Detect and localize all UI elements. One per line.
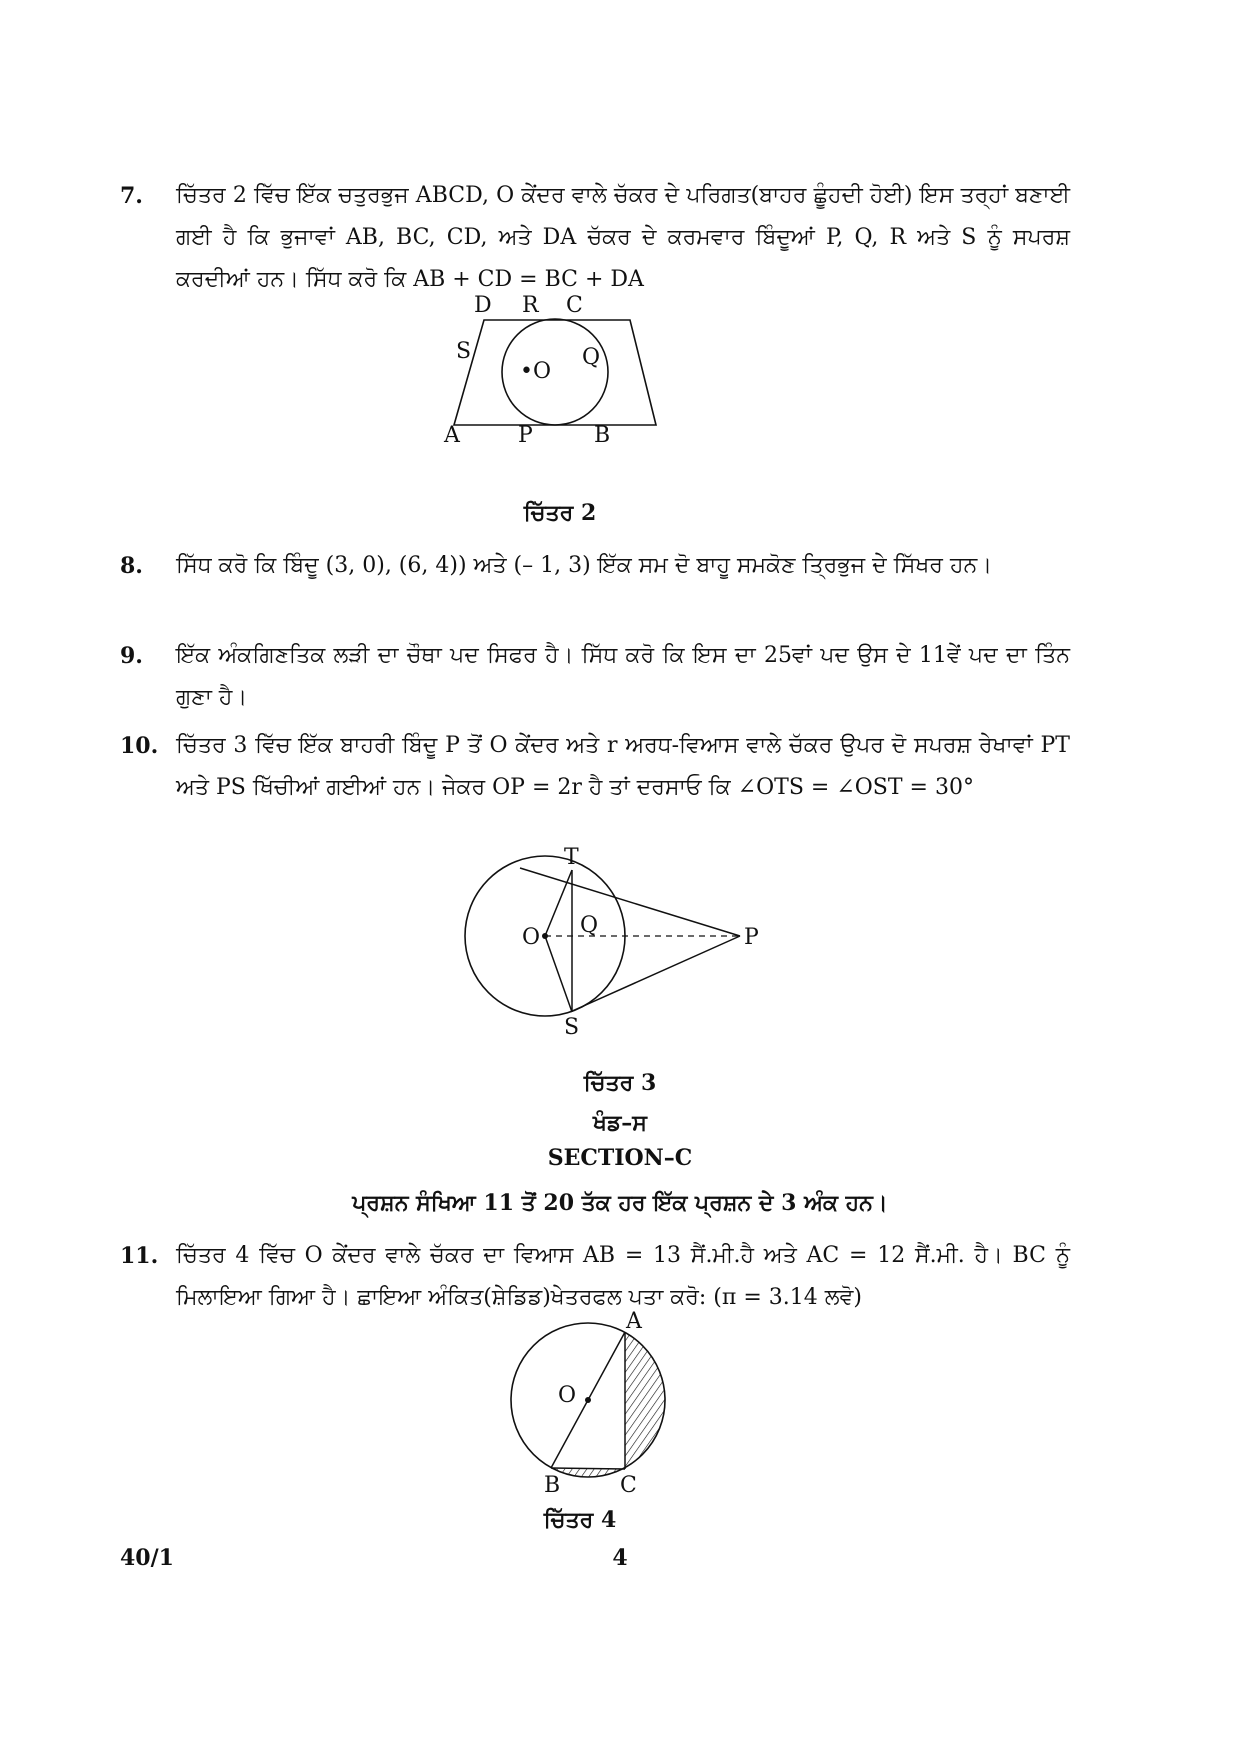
- section-title-english: SECTION–C: [547, 1145, 693, 1171]
- question-number: 8.: [120, 553, 143, 579]
- paper-code: 40/1: [120, 1545, 174, 1571]
- label-c: C: [620, 1473, 637, 1498]
- label-a: A: [444, 423, 460, 448]
- label-s: S: [456, 339, 472, 364]
- label-t: T: [564, 845, 579, 870]
- question-9: [120, 635, 1070, 719]
- figure-4-diagram: [500, 1310, 700, 1510]
- label-s: S: [564, 1015, 580, 1040]
- section-instruction: ਪ੍ਰਸ਼ਨ ਸੰਖਿਆ 11 ਤੋਂ 20 ਤੱਕ ਹਰ ਇੱਕ ਪ੍ਰਸ਼ਨ ਦੇ 3 ਅੰਕ ਹਨ।: [352, 1190, 888, 1216]
- inscribed-circle: [502, 319, 608, 425]
- question-10: [120, 725, 1070, 809]
- label-d: D: [474, 293, 492, 318]
- question-text: ਇੱਕ ਅੰਕਗਿਣਤਿਕ ਲੜੀ ਦਾ ਚੌਥਾ ਪਦ ਸਿਫਰ ਹੈ। ਸਿੱਧ ਕਰੋ ਕਿ ਇਸ ਦਾ 25ਵਾਂ ਪਦ ਉਸ ਦੇ 11ਵੇਂ ਪਦ ਦਾ ਤਿੰਨ ਗੁਣਾ ਹੈ।: [176, 643, 1070, 710]
- label-o: O: [558, 1383, 577, 1408]
- question-text: ਚਿੱਤਰ 4 ਵਿੱਚ O ਕੇਂਦਰ ਵਾਲੇ ਚੱਕਰ ਦਾ ਵਿਆਸ AB = 13 ਸੈਂ.ਮੀ.ਹੈ ਅਤੇ AC = 12 ਸੈਂ.ਮੀ. ਹੈ। BC ਨੂੰ ਮਿਲਾਇਆ ਗਿਆ ਹੈ। ਛਾਇਆ ਅੰਕਿਤ(ਸ਼ੇਡਿਡ)ਖੇਤਰਫਲ ਪਤਾ ਕਰੋ: (π = 3.14 ਲਵੋ): [176, 1243, 1070, 1310]
- label-q: Q: [582, 345, 601, 370]
- shaded-segment-bottom: [550, 1469, 630, 1489]
- question-text: ਚਿੱਤਰ 3 ਵਿੱਚ ਇੱਕ ਬਾਹਰੀ ਬਿੰਦੂ P ਤੋਂ O ਕੇਂਦਰ ਅਤੇ r ਅਰਧ-ਵਿਆਸ ਵਾਲੇ ਚੱਕਰ ਉਪਰ ਦੋ ਸਪਰਸ਼ ਰੇਖਾਵਾਂ PT ਅਤੇ PS ਖਿੱਚੀਆਂ ਗਈਆਂ ਹਨ। ਜੇਕਰ OP = 2r ਹੈ ਤਾਂ ਦਰਸਾਓ ਕਿ ∠OTS = ∠OST = 30°: [176, 733, 1070, 800]
- center-point: [585, 1397, 591, 1403]
- figure-2-caption: ਚਿੱਤਰ 2: [523, 500, 597, 526]
- question-text: ਸਿੱਧ ਕਰੋ ਕਿ ਬਿੰਦੂ (3, 0), (6, 4)) ਅਤੇ (– 1, 3) ਇੱਕ ਸਮ ਦੋ ਬਾਹੂ ਸਮਕੋਣ ਤ੍ਰਿਭੁਜ ਦੇ ਸਿੱਖਰ ਹਨ।: [176, 553, 993, 578]
- label-c: C: [566, 293, 583, 318]
- tangent-pt: [520, 868, 740, 936]
- question-number: 7.: [120, 183, 143, 209]
- label-r: R: [522, 293, 539, 318]
- figure-3-diagram: [450, 840, 790, 1040]
- question-11: [120, 1235, 1070, 1319]
- question-number: 11.: [120, 1243, 159, 1269]
- question-number: 9.: [120, 643, 143, 669]
- tangent-ps: [570, 936, 740, 1012]
- radius-os: [545, 936, 572, 1012]
- quadrilateral-abcd: [454, 320, 656, 425]
- label-p: P: [518, 423, 533, 448]
- label-o: •O: [520, 359, 552, 384]
- label-b: B: [594, 423, 611, 448]
- figure-2-diagram: [440, 290, 680, 460]
- question-7: [120, 175, 1070, 301]
- section-title-punjabi: ਖੰਡ–ਸ: [593, 1110, 647, 1136]
- label-p: P: [744, 925, 759, 950]
- figure-3-caption: ਚਿੱਤਰ 3: [583, 1070, 657, 1096]
- question-text: ਚਿੱਤਰ 2 ਵਿੱਚ ਇੱਕ ਚਤੁਰਭੁਜ ABCD, O ਕੇਂਦਰ ਵਾਲੇ ਚੱਕਰ ਦੇ ਪਰਿਗਤ(ਬਾਹਰ ਛੂੰਹਦੀ ਹੋਈ) ਇਸ ਤਰ੍ਹਾਂ ਬਣਾਈ ਗਈ ਹੈ ਕਿ ਭੁਜਾਵਾਂ AB, BC, CD, ਅਤੇ DA ਚੱਕਰ ਦੇ ਕਰਮਵਾਰ ਬਿੰਦੂਆਂ P, Q, R ਅਤੇ S ਨੂੰ ਸਪਰਸ਼ ਕਰਦੀਆਂ ਹਨ। ਸਿੱਧ ਕਰੋ ਕਿ AB + CD = BC + DA: [176, 183, 1070, 292]
- label-o: O: [522, 925, 541, 950]
- center-point: [542, 933, 548, 939]
- label-a: A: [626, 1310, 642, 1334]
- page-number: 4: [612, 1545, 628, 1571]
- chord-bc: [551, 1468, 625, 1469]
- question-8: [120, 545, 1070, 587]
- label-q: Q: [580, 913, 599, 938]
- question-number: 10.: [120, 733, 159, 759]
- figure-4-caption: ਚਿੱਤਰ 4: [543, 1507, 617, 1533]
- label-b: B: [544, 1473, 561, 1498]
